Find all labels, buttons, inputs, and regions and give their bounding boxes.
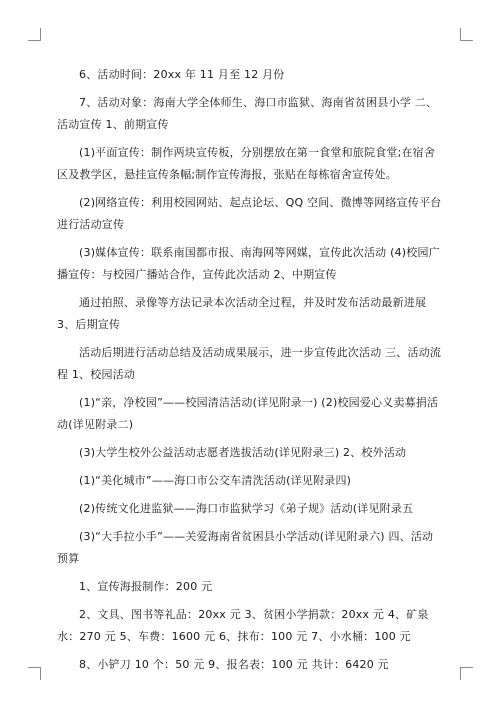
paragraph-late-promotion: 活动后期进行活动总结及活动成果展示，进一步宣传此次活动 三、活动流程 1、校园活动 — [57, 346, 442, 381]
paragraph-volunteer-selection: (3)大学生校外公益活动志愿者选拔活动(详见附录三) 2、校外活动 — [79, 446, 407, 459]
crop-mark-top-left — [28, 28, 41, 41]
paragraph-media-promotion: (3)媒体宣传：联系南国都市报、南海网等网媒，宣传此次活动 (4)校园广播宣传：与校园广播站合作，宣传此次活动 2、中期宣传 — [57, 246, 440, 281]
crop-mark-bottom-left — [28, 667, 41, 680]
paragraph-prison-culture: (2)传统文化进监狱——海口市监狱学习《弟子规》活动(详见附录五 — [79, 502, 414, 515]
paragraph-budget-total: 8、小铲刀 10 个：50 元 9、报名表：100 元 共计：6420 元 — [79, 658, 389, 671]
crop-mark-bottom-right — [460, 667, 473, 680]
paragraph-online-promotion: (2)网络宣传：利用校园网站、起点论坛、QQ 空间、微博等网络宣传平台进行活动宣传 — [57, 196, 442, 231]
paragraph-city-cleaning: (1)“美化城市”——海口市公交车清洗活动(详见附录四) — [79, 474, 352, 487]
paragraph-budget-poster: 1、宣传海报制作：200 元 — [79, 580, 213, 593]
paragraph-budget-items: 2、文具、图书等礼品：20xx 元 3、贫困小学捐款：20xx 元 4、矿泉水：270 元 5、车费：1600 元 6、抹布：100 元 7、小水桶：100 元 — [57, 608, 429, 643]
paragraph-activity-target: 7、活动对象：海南大学全体师生、海口市监狱、海南省贫困县小学 二、活动宣传 1、前期宣传 — [57, 96, 438, 131]
paragraph-print-promotion: (1)平面宣传：制作两块宣传板，分别摆放在第一食堂和旅院食堂;在宿舍区及教学区，悬挂宣传条幅;制作宣传海报，张贴在每栋宿舍宣传处。 — [57, 146, 436, 181]
document-body — [57, 64, 443, 682]
crop-mark-top-right — [460, 28, 473, 41]
paragraph-activity-time: 6、活动时间：20xx 年 11 月至 12 月份 — [79, 68, 285, 81]
paragraph-mid-promotion: 通过拍照、录像等方法记录本次活动全过程，并及时发布活动最新进展 3、后期宣传 — [57, 296, 427, 331]
paragraph-campus-activities: (1)“亲，净校园”——校园清洁活动(详见附录一) (2)校园爱心义卖募捐活动(详见附录二) — [57, 396, 439, 431]
paragraph-school-support: (3)“大手拉小手”——关爱海南省贫困县小学活动(详见附录六) 四、活动预算 — [57, 530, 434, 565]
